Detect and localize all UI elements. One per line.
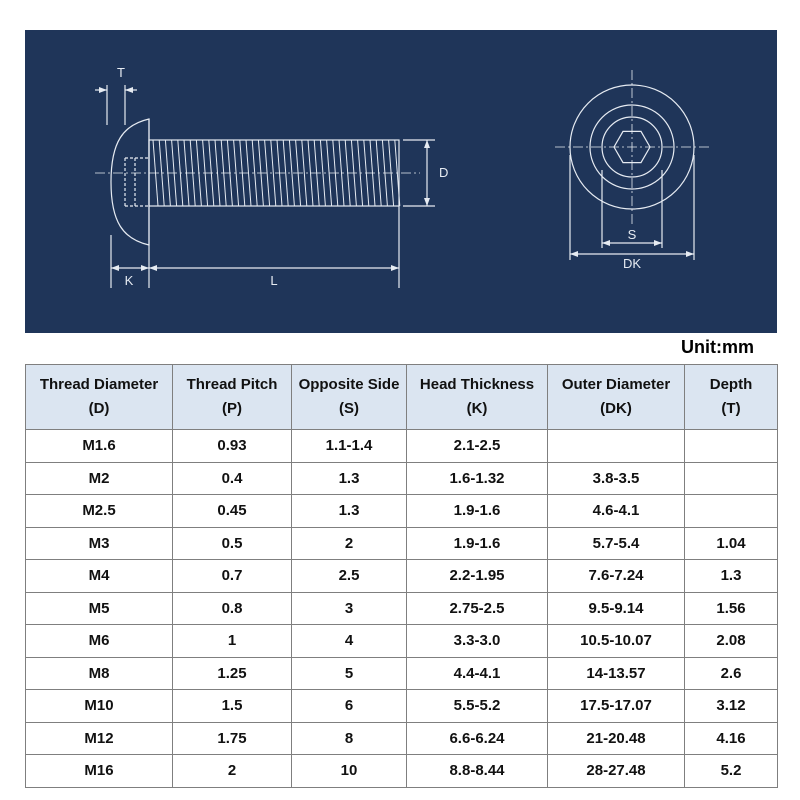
cell-thread-diameter: M8 bbox=[26, 657, 173, 690]
cell-thread-diameter: M12 bbox=[26, 722, 173, 755]
cell-opposite-side: 1.3 bbox=[292, 462, 407, 495]
table-row bbox=[26, 690, 778, 723]
cell-thread-pitch: 0.93 bbox=[173, 430, 292, 463]
cell-thread-pitch: 1.5 bbox=[173, 690, 292, 723]
cell-thread-diameter: M4 bbox=[26, 560, 173, 593]
socket-hidden-lines bbox=[125, 158, 149, 206]
cell-opposite-side: 4 bbox=[292, 625, 407, 658]
cell-thread-diameter: M5 bbox=[26, 592, 173, 625]
table-row bbox=[26, 462, 778, 495]
header-opposite-side: Opposite Side (S) bbox=[292, 365, 407, 430]
cell-outer-diameter: 28-27.48 bbox=[548, 755, 685, 788]
screw-head-outline bbox=[111, 119, 149, 245]
cell-depth: 1.56 bbox=[685, 592, 778, 625]
table-row bbox=[26, 722, 778, 755]
cell-outer-diameter: 5.7-5.4 bbox=[548, 527, 685, 560]
cell-opposite-side: 1.1-1.4 bbox=[292, 430, 407, 463]
cell-thread-pitch: 0.45 bbox=[173, 495, 292, 528]
cell-thread-diameter: M6 bbox=[26, 625, 173, 658]
table-row bbox=[26, 527, 778, 560]
cell-opposite-side: 10 bbox=[292, 755, 407, 788]
cell-depth: 4.16 bbox=[685, 722, 778, 755]
cell-depth: 3.12 bbox=[685, 690, 778, 723]
label-d: D bbox=[439, 165, 449, 180]
cell-head-thickness: 3.3-3.0 bbox=[407, 625, 548, 658]
header-thread-diameter: Thread Diameter (D) bbox=[26, 365, 173, 430]
cell-depth: 2.6 bbox=[685, 657, 778, 690]
screw-diagram bbox=[25, 30, 777, 333]
table-row bbox=[26, 560, 778, 593]
cell-thread-diameter: M16 bbox=[26, 755, 173, 788]
header-outer-diameter: Outer Diameter (DK) bbox=[548, 365, 685, 430]
cell-head-thickness: 1.9-1.6 bbox=[407, 495, 548, 528]
cell-thread-diameter: M2.5 bbox=[26, 495, 173, 528]
cell-thread-pitch: 1.25 bbox=[173, 657, 292, 690]
table-row bbox=[26, 755, 778, 788]
table-row bbox=[26, 625, 778, 658]
label-l: L bbox=[270, 273, 278, 288]
label-dk: DK bbox=[622, 256, 642, 271]
cell-opposite-side: 2 bbox=[292, 527, 407, 560]
cell-outer-diameter: 7.6-7.24 bbox=[548, 560, 685, 593]
table-row bbox=[26, 495, 778, 528]
cell-outer-diameter bbox=[548, 430, 685, 463]
cell-head-thickness: 1.6-1.32 bbox=[407, 462, 548, 495]
cell-depth: 1.04 bbox=[685, 527, 778, 560]
header-thread-pitch: Thread Pitch (P) bbox=[173, 365, 292, 430]
table-row bbox=[26, 430, 778, 463]
cell-thread-pitch: 0.4 bbox=[173, 462, 292, 495]
cell-head-thickness: 5.5-5.2 bbox=[407, 690, 548, 723]
cell-opposite-side: 3 bbox=[292, 592, 407, 625]
spec-table bbox=[25, 364, 778, 788]
cell-depth bbox=[685, 495, 778, 528]
cell-thread-diameter: M2 bbox=[26, 462, 173, 495]
cell-thread-pitch: 1 bbox=[173, 625, 292, 658]
table-row bbox=[26, 657, 778, 690]
label-k: K bbox=[124, 273, 134, 288]
label-s: S bbox=[627, 227, 637, 242]
cell-head-thickness: 6.6-6.24 bbox=[407, 722, 548, 755]
cell-outer-diameter: 10.5-10.07 bbox=[548, 625, 685, 658]
cell-thread-diameter: M1.6 bbox=[26, 430, 173, 463]
cell-opposite-side: 8 bbox=[292, 722, 407, 755]
cell-head-thickness: 2.1-2.5 bbox=[407, 430, 548, 463]
label-t: T bbox=[117, 65, 125, 80]
cell-thread-pitch: 0.7 bbox=[173, 560, 292, 593]
cell-opposite-side: 2.5 bbox=[292, 560, 407, 593]
header-head-thickness: Head Thickness (K) bbox=[407, 365, 548, 430]
cell-depth: 1.3 bbox=[685, 560, 778, 593]
cell-head-thickness: 2.2-1.95 bbox=[407, 560, 548, 593]
cell-depth bbox=[685, 430, 778, 463]
cell-opposite-side: 1.3 bbox=[292, 495, 407, 528]
cell-outer-diameter: 4.6-4.1 bbox=[548, 495, 685, 528]
cell-outer-diameter: 3.8-3.5 bbox=[548, 462, 685, 495]
cell-opposite-side: 5 bbox=[292, 657, 407, 690]
cell-thread-pitch: 0.8 bbox=[173, 592, 292, 625]
cell-outer-diameter: 14-13.57 bbox=[548, 657, 685, 690]
cell-thread-pitch: 0.5 bbox=[173, 527, 292, 560]
cell-thread-diameter: M10 bbox=[26, 690, 173, 723]
cell-thread-pitch: 2 bbox=[173, 755, 292, 788]
cell-head-thickness: 8.8-8.44 bbox=[407, 755, 548, 788]
cell-opposite-side: 6 bbox=[292, 690, 407, 723]
cell-depth: 2.08 bbox=[685, 625, 778, 658]
cell-outer-diameter: 17.5-17.07 bbox=[548, 690, 685, 723]
cell-depth: 5.2 bbox=[685, 755, 778, 788]
cell-head-thickness: 2.75-2.5 bbox=[407, 592, 548, 625]
unit-label: Unit:mm bbox=[681, 337, 754, 357]
cell-outer-diameter: 9.5-9.14 bbox=[548, 592, 685, 625]
cell-depth bbox=[685, 462, 778, 495]
table-row bbox=[26, 592, 778, 625]
table-header-row bbox=[26, 365, 778, 430]
cell-thread-diameter: M3 bbox=[26, 527, 173, 560]
cell-head-thickness: 4.4-4.1 bbox=[407, 657, 548, 690]
header-depth: Depth (T) bbox=[685, 365, 778, 430]
cell-head-thickness: 1.9-1.6 bbox=[407, 527, 548, 560]
cell-thread-pitch: 1.75 bbox=[173, 722, 292, 755]
cell-outer-diameter: 21-20.48 bbox=[548, 722, 685, 755]
